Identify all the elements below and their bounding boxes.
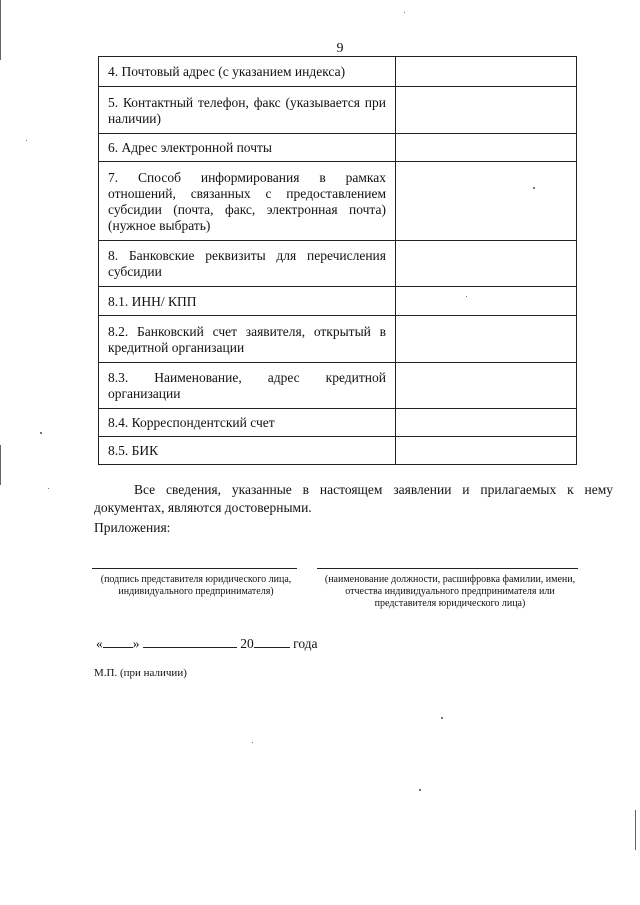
row-value-bank-account[interactable] xyxy=(396,316,577,363)
row-label-notification-method: 7. Способ информирования в рамках отношений, связанных с предоставлением субсидии (почта, факс, электронная почта) (нужное выбрать) xyxy=(99,162,396,241)
scan-speck xyxy=(419,789,421,791)
day-blank[interactable] xyxy=(103,635,133,648)
attachments-label: Приложения: xyxy=(94,520,171,535)
year-prefix: 20 xyxy=(240,636,254,651)
row-value-bank-name-address[interactable] xyxy=(396,363,577,409)
signature-line[interactable] xyxy=(92,568,297,569)
table-body xyxy=(99,57,577,465)
statement-text: Все сведения, указанные в настоящем заявлении и прилагаемых к нему документах, являются достоверными. xyxy=(94,482,613,515)
scan-speck xyxy=(252,742,253,743)
row-label-contact-phone: 5. Контактный телефон, факс (указывается при наличии) xyxy=(99,87,396,134)
date-line xyxy=(96,635,318,652)
table-row xyxy=(99,363,577,409)
table-row xyxy=(99,316,577,363)
month-blank[interactable] xyxy=(143,635,237,648)
scan-speck xyxy=(441,717,443,719)
row-value-inn-kpp[interactable] xyxy=(396,287,577,316)
row-value-bank-details[interactable] xyxy=(396,241,577,287)
row-label-bik: 8.5. БИК xyxy=(99,437,396,465)
stamp-label: М.П. (при наличии) xyxy=(94,667,187,679)
signature-caption: (подпись представителя юридического лица, индивидуального предпринимателя) xyxy=(100,574,292,597)
table-row xyxy=(99,437,577,465)
row-label-bank-name-address: 8.3. Наименование, адрес кредитной организации xyxy=(99,363,396,409)
row-value-bik[interactable] xyxy=(396,437,577,465)
row-value-correspondent-account[interactable] xyxy=(396,409,577,437)
date-close-quote: » xyxy=(132,636,140,651)
row-value-email[interactable] xyxy=(396,134,577,162)
table-row xyxy=(99,287,577,316)
scan-speck xyxy=(533,187,535,189)
application-details-table xyxy=(98,56,577,465)
row-value-postal-address[interactable] xyxy=(396,57,577,87)
table-row xyxy=(99,57,577,87)
row-label-email: 6. Адрес электронной почты xyxy=(99,134,396,162)
scan-speck xyxy=(26,140,27,141)
row-label-inn-kpp: 8.1. ИНН/ КПП xyxy=(99,287,396,316)
row-label-postal-address: 4. Почтовый адрес (с указанием индекса) xyxy=(99,57,396,87)
date-open-quote: « xyxy=(96,636,103,651)
scan-edge-mark xyxy=(635,810,636,850)
row-label-correspondent-account: 8.4. Корреспондентский счет xyxy=(99,409,396,437)
table-row xyxy=(99,162,577,241)
table-row xyxy=(99,87,577,134)
row-value-contact-phone[interactable] xyxy=(396,87,577,134)
name-position-caption: (наименование должности, расшифровка фамилии, имени, отчества индивидуального предпринимателя или представителя юридического лица) xyxy=(324,574,576,609)
scan-speck xyxy=(466,296,467,297)
scan-speck xyxy=(404,12,405,13)
year-blank[interactable] xyxy=(254,635,290,648)
scan-edge-mark xyxy=(0,445,1,485)
scan-speck xyxy=(40,432,42,434)
scan-speck xyxy=(48,488,49,489)
row-label-bank-account: 8.2. Банковский счет заявителя, открытый в кредитной организации xyxy=(99,316,396,363)
table-row xyxy=(99,134,577,162)
name-position-line[interactable] xyxy=(317,568,578,569)
table-row xyxy=(99,409,577,437)
date-suffix: года xyxy=(293,636,318,651)
table-row xyxy=(99,241,577,287)
page-number: 9 xyxy=(336,41,344,56)
row-label-bank-details: 8. Банковские реквизиты для перечисления субсидии xyxy=(99,241,396,287)
row-value-notification-method[interactable] xyxy=(396,162,577,241)
scan-edge-mark xyxy=(0,0,1,60)
